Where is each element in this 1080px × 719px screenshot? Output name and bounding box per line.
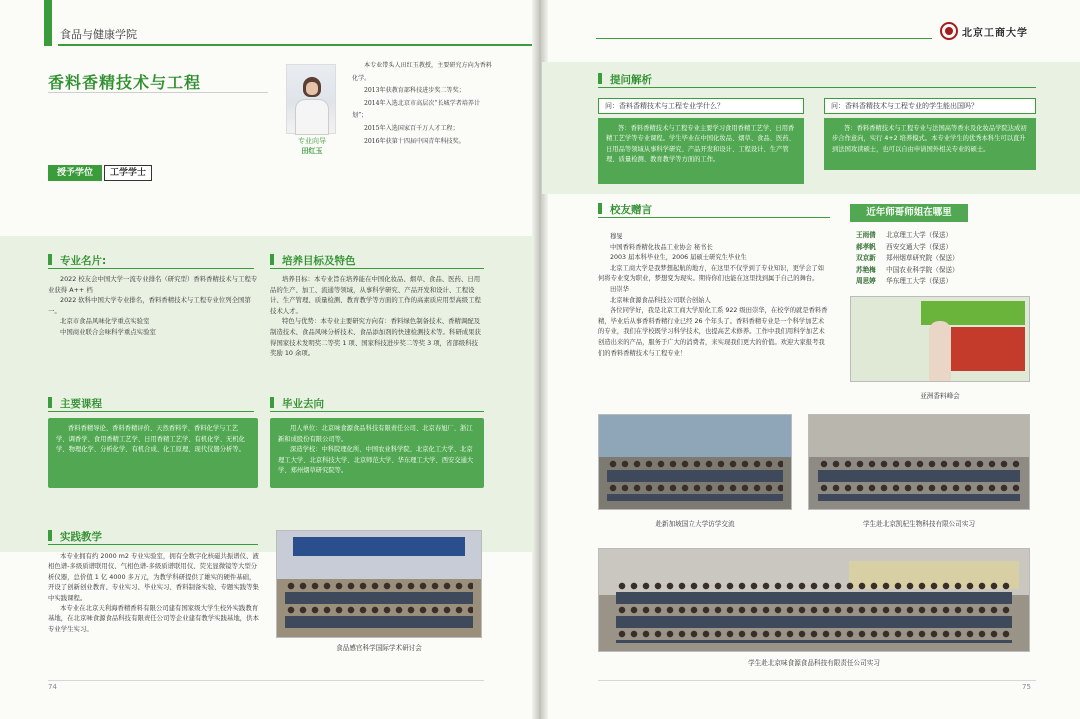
photo-banner [293, 537, 464, 556]
alumni-text [598, 232, 830, 359]
alumni-quote: 各位同学好，我是北京工商大学原化工系 922 级田崇华，在校学的就是香料香精，毕业后从事香料香精行业已经 26 个年头了。香料香精专业是一个科学加艺术的专业，我们在学校既学习科学技术，也提高艺术修养。工作中我们用科学加艺术创造出来的产品，服务于广大的消费者，来实现我们更大的价值。欢迎大家报考我们的香料香精技术与工程专业！ [598, 307, 828, 357]
heading-mark [598, 73, 602, 84]
heading-text: 主要课程 [60, 398, 102, 410]
goal-text [270, 274, 484, 359]
career-box [270, 418, 484, 488]
courses-box [48, 418, 258, 488]
answer-2 [824, 118, 1036, 170]
major-name-line: 2022 校友会中国大学一流专业排名（研究型）香料香精技术与工程专业获得 A++ 档 [48, 275, 258, 294]
where-name: 郝孝帆 [856, 242, 876, 251]
heading-text: 校友赠言 [610, 204, 652, 216]
left-page [0, 0, 538, 719]
major-name-line: 北京市食品风味化学重点实验室 [60, 317, 150, 326]
photo-singapore [598, 414, 792, 510]
where-place: 郑州烟草研究院（保送） [886, 254, 959, 263]
alumni-class: 2003 届本科毕业生，2006 届硕士研究生毕业生 [610, 254, 747, 262]
college-header [44, 0, 538, 46]
heading-text: 毕业去向 [282, 398, 324, 410]
major-name-line: 中国商业联合会味科学重点实验室 [60, 327, 156, 336]
heading-mark [270, 397, 274, 408]
teacher-face [306, 82, 318, 95]
section-heading-courses [48, 396, 102, 411]
question-1: 问：香料香精技术与工程专业学什么？ [598, 98, 804, 114]
teacher-bio [352, 60, 492, 148]
college-header-bar [44, 0, 52, 46]
answer-1 [598, 118, 804, 184]
university-seal-icon [940, 22, 958, 40]
where-name: 王雨倩 [856, 231, 876, 239]
teacher-photo [286, 64, 336, 134]
section-heading-practice [48, 529, 102, 544]
bio-line: 本专业带头人田红玉教授，主要研究方向为香料化学。 [352, 62, 492, 82]
photo-caption-singapore: 赴新加坡国立大学访学交流 [655, 520, 735, 528]
where-place: 西安交通大学（保送） [886, 242, 953, 251]
where-name: 苏艳梅 [856, 265, 876, 274]
heading-rule [598, 217, 830, 218]
question-2: 问：香料香精技术与工程专业的学生能出国吗？ [824, 98, 1036, 114]
major-name-text [48, 274, 258, 338]
heading-mark [598, 203, 602, 214]
photo-crowd [616, 580, 1012, 643]
where-name: 周思婷 [856, 277, 876, 286]
major-title-rule [48, 92, 268, 93]
bio-line: 2014年入选北京市高层次“长城学者培养计划”； [352, 99, 481, 120]
page-number-left: 74 [48, 683, 57, 691]
alumni-role: 中国香料香精化妆品工业协会 秘书长 [610, 243, 713, 251]
heading-mark [48, 254, 52, 265]
photo-summit-person [929, 321, 951, 381]
where-list [856, 230, 1036, 288]
alumni-quote: 北京工商大学是我梦想起航的地方，在这里不仅学到了专业知识，更学会了如何将专业变为职业，梦想变为现实。期待你们也能在这里找到属于自己的舞台。 [598, 264, 825, 283]
where-name: 双京新 [856, 254, 876, 263]
photo-bio-company [808, 414, 1030, 510]
practice-paragraph: 本专业拥有约 2000 m2 专业实验室，拥有全数字化核磁共振谱仪、液相色谱-多级质谱联用仪、气相色谱-多级质谱联用仪、荧光显微镜等大型分析仪器，总价值 1 亿 4000 多万元，为教学科研提供了雄实的硬件基础，开设了创新创业教育、专业实习、毕业实习、香料制备实验、专题实践等集中实践课程。 [48, 552, 259, 602]
heading-text: 实践教学 [60, 531, 102, 543]
where-place: 华东理工大学（保送） [886, 277, 953, 286]
photo-asia-summit [850, 296, 1030, 382]
photo-crowd [607, 458, 784, 501]
answer-1-text: 答：香料香精技术与工程专业主要学习食用香精工艺学、日用香精工艺学等专业课程。学生毕业在中国化妆品、烟草、食品、医药、日用品等领域从事科学研究、产品开发和设计、工程设计、生产管理、质量检测、教育教学等方面的工作。 [606, 125, 795, 164]
goal-paragraph: 培养目标：本专业旨在培养能在中国化妆品、烟草、食品、医药、日用品的生产、加工、流通等领域，从事科学研究、产品开发和设计、工程设计、生产管理、质量检测、教育教学等方面的工作的高素质应用型高级工程技术人才。 [270, 275, 481, 315]
photo-caption-symposium: 食品感官科学国际学术研讨会 [336, 644, 422, 652]
section-heading-major-name [48, 253, 106, 268]
photo-crowd [285, 580, 473, 629]
photo-crowd [818, 458, 1020, 501]
bio-line: 2015年入选国家百千万人才工程； [364, 124, 459, 132]
college-name: 食品与健康学院 [60, 28, 137, 41]
right-header-rule [596, 38, 932, 39]
bottom-rule-right [598, 680, 1036, 681]
bio-line: 2013年获教育部科技进步奖二等奖； [364, 87, 465, 95]
career-paragraph: 深造学校：中科院理化所、中国农业科学院、北京化工大学、北京理工大学、北京科技大学、北京师范大学、华东理工大学、西安交通大学、郑州烟草研究院等。 [278, 446, 474, 474]
where-row [856, 253, 1036, 265]
courses-text: 香料香精导论、香料香精评价、天然香料学、香料化学与工艺学、调香学、食用香精工艺学、日用香精工艺学、有机化学、无机化学、物理化学、分析化学、有机合成、化工原理、现代仪器分析等。 [56, 425, 245, 453]
photo-caption-asia: 亚洲香料峰会 [920, 392, 960, 400]
practice-paragraph: 本专业在北京天利海香精香料有限公司建有国家级大学生校外实践教育基地，在北京味食源食品科技有限责任公司等企业建有教学实践基地，供本专业学生实习。 [48, 604, 259, 633]
answer-2-text: 答：香料香精技术与工程专业与法国高等香水及化妆品学院达成初步合作意向，实行 4+2 培养模式。本专业学生的优秀本科生可以直升到法国攻读硕士，也可以自由申请国外相关专业的硕士。 [832, 125, 1027, 153]
teacher-caption [290, 136, 334, 156]
photo-backdrop [599, 415, 791, 457]
where-row [856, 242, 1036, 254]
heading-text: 专业名片: [60, 255, 107, 267]
university-logo-name: 北京工商大学 [962, 28, 1028, 39]
where-row [856, 276, 1036, 288]
where-row [856, 265, 1036, 277]
teacher-caption-name: 田红玉 [301, 147, 323, 155]
major-title: 香料香精技术与工程 [48, 73, 202, 92]
where-place: 中国农业科学院（保送） [886, 265, 959, 274]
photo-food-company [598, 548, 1030, 652]
degree-tag: 授予学位 [48, 165, 102, 181]
major-name-line: 2022 软科中国大学专业排名，香料香精技术与工程专业位列全国第一。 [48, 296, 251, 315]
bio-line: 2016年获第十四届中国青年科技奖。 [364, 137, 465, 145]
photo-caption-food: 学生赴北京味食源食品科技有限责任公司实习 [748, 659, 880, 667]
heading-rule [270, 411, 484, 412]
heading-rule [270, 268, 484, 269]
alumni-name: 田崇华 [610, 285, 629, 293]
university-logo [940, 22, 1036, 42]
page-number-right: 75 [1022, 683, 1031, 691]
section-heading-qa [598, 72, 652, 87]
photo-backdrop [809, 415, 1029, 457]
career-paragraph: 用人单位：北京味食源食品科技有限责任公司、北京春旭厂、浙江新和成股份有限公司等。 [278, 425, 473, 443]
practice-text [48, 551, 260, 634]
where-place: 北京理工大学（保送） [886, 231, 953, 239]
heading-text: 提问解析 [610, 74, 652, 86]
heading-rule [48, 544, 258, 545]
degree-value: 工学学士 [104, 165, 152, 181]
photo-summit-building [951, 327, 1025, 371]
section-heading-goal [270, 253, 356, 268]
photo-symposium [276, 530, 482, 638]
heading-mark [48, 397, 52, 408]
heading-mark [270, 254, 274, 265]
section-heading-alumni [598, 202, 652, 217]
teacher-coat [295, 99, 329, 135]
photo-caption-bio: 学生赴北京凯杞生物科技有限公司实习 [862, 520, 976, 528]
bottom-rule [48, 680, 484, 681]
teacher-caption-role: 专业向导 [298, 137, 326, 145]
goal-paragraph: 特色与优势：本专业主要研究方向有：香料绿色制备技术、香精调配及制造技术、食品风味分析技术、食品添加剂的快速检测技术等。科研成果获得国家技术发明奖二等奖 1 项、国家科技进步奖二等奖 3 项，省部级科技奖励 10 余项。 [270, 317, 481, 358]
heading-mark [48, 530, 52, 541]
where-row [856, 230, 1036, 242]
heading-rule [48, 268, 254, 269]
heading-rule [598, 87, 1036, 88]
section-heading-career [270, 396, 324, 411]
college-header-rule [58, 44, 538, 46]
heading-rule [48, 411, 254, 412]
alumni-role: 北京味食源食品科技公司联合创始人 [610, 296, 711, 304]
alumni-name: 穆旻 [610, 233, 623, 240]
where-title: 近年师哥师姐在哪里 [850, 204, 968, 222]
heading-text: 培养目标及特色 [282, 255, 356, 267]
